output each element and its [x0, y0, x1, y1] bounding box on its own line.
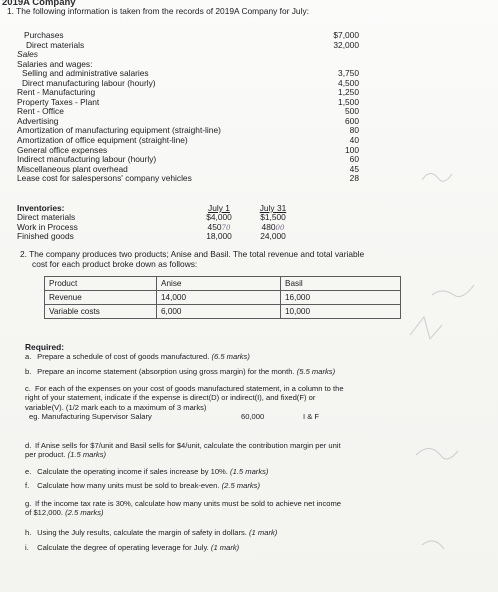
- requirement-e: e. Calculate the operating income if sales increase by 10%. (1.5 marks): [25, 467, 269, 476]
- ledger-row: Sales: [17, 49, 38, 60]
- requirement-a: a. Prepare a schedule of cost of goods manufactured. (6.5 marks): [25, 352, 250, 361]
- ledger-row: Amortization of manufacturing equipment (straight-line) 80: [17, 125, 359, 136]
- inventory-row: Direct materials $4,000 $1,500: [17, 212, 286, 223]
- question-2-line2: cost for each product broke down as follows:: [32, 259, 198, 269]
- requirement-h: h. Using the July results, calculate the margin of safety in dollars. (1 mark): [25, 528, 278, 537]
- ledger-row: Direct manufacturing labour (hourly) 4,500: [22, 77, 359, 88]
- ledger-row: Purchases $7,000: [24, 30, 359, 40]
- table-row: Revenue 14,000 16,000: [45, 291, 401, 305]
- requirement-g: g. If the income tax rate is 30%, calculate how many units must be sold to achieve net income of $12,000. (2.5 marks): [25, 499, 342, 518]
- inventories-header: Inventories: July 1 July 31: [17, 203, 287, 213]
- requirement-d: d. If Anise sells for $7/unit and Basil sells for $4/unit, calculate the contribution margin per unit per product. (1.5 marks): [25, 441, 341, 460]
- ledger-row: Advertising 600: [17, 115, 359, 126]
- requirement-c: c. For each of the expenses on your cost of goods manufactured statement, in a column to the right of your statement, indicate if the expense is direct(D) or indirect(I), and fixed(F) or variable(V). (1/2 mark each to a maximum of 3 marks) eg. Manufacturing Supervisor Salary 60,000 I & F: [25, 384, 470, 422]
- requirement-f: f. Calculate how many units must be sold to break-even. (2.5 marks): [25, 481, 260, 490]
- inventories-block: [17, 204, 317, 242]
- required-heading: Required:: [25, 342, 65, 352]
- inventory-row: Work in Process 45070 48000: [17, 221, 285, 232]
- ledger-row: Selling and administrative salaries 3,750: [22, 68, 359, 79]
- company-title: 2019A Company: [2, 0, 76, 8]
- question-2-line1: 2. The company produces two products; Anise and Basil. The total revenue and total variable: [20, 249, 365, 259]
- ledger-row: Salaries and wages:: [17, 58, 93, 69]
- table-row: Variable costs 6,000 10,000: [45, 305, 401, 319]
- product-cost-table: [44, 276, 401, 319]
- ledger-row: General office expenses 100: [17, 144, 359, 155]
- expense-ledger: [17, 31, 359, 184]
- example-row: eg. Manufacturing Supervisor Salary 60,000 I & F: [29, 412, 320, 422]
- requirement-i: i. Calculate the degree of operating leverage for July. (1 mark): [25, 543, 240, 552]
- ledger-row: Direct materials 32,000: [26, 39, 359, 50]
- ledger-row: Miscellaneous plant overhead 45: [17, 163, 359, 174]
- ledger-row: Lease cost for salespersons' company vehicles 28: [17, 173, 359, 184]
- inventory-row: Finished goods 18,000 24,000: [17, 231, 286, 242]
- ledger-row: Rent - Manufacturing 1,250: [17, 87, 359, 98]
- question-1-intro: 1. The following information is taken from the records of 2019A Company for July:: [7, 6, 309, 16]
- ledger-row: Amortization of office equipment (straight-line) 40: [17, 135, 359, 146]
- table-header-row: Product Anise Basil: [45, 277, 401, 291]
- handwritten-note: 70: [221, 223, 231, 232]
- ledger-row: Rent - Office 500: [17, 106, 359, 117]
- ledger-row: Property Taxes - Plant 1,500: [17, 96, 359, 107]
- handwritten-note: 00: [275, 223, 285, 232]
- requirement-b: b. Prepare an income statement (absorption using gross margin) for the month. (5.5 marks): [25, 367, 336, 376]
- pencil-scribbles: [382, 120, 494, 590]
- ledger-row: Indirect manufacturing labour (hourly) 60: [17, 154, 359, 165]
